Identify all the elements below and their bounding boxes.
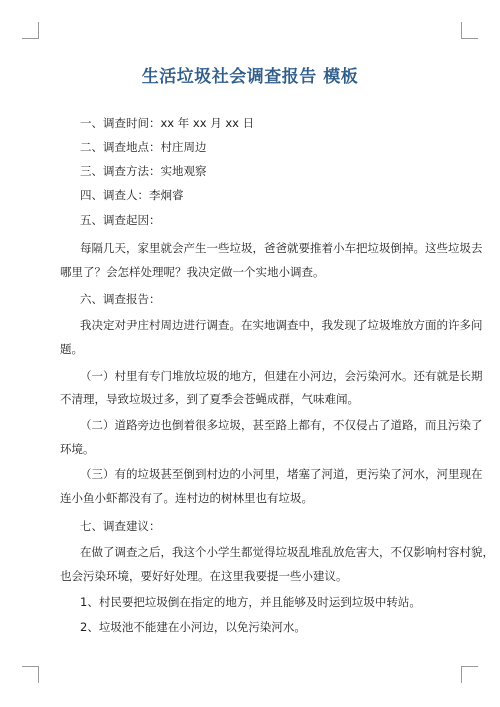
crop-mark-bottom-left	[22, 666, 39, 683]
crop-mark-top-left	[22, 22, 39, 39]
paragraph-line: 题。	[60, 342, 83, 356]
suggestion-item: 1、村民要把垃圾倒在指定的地方，并且能够及时运到垃圾中转站。	[80, 595, 421, 609]
paragraph-line: 在做了调查之后，我这个小学生都觉得垃圾乱堆乱放危害大，不仅影响村容村貌，	[80, 545, 494, 559]
paragraph-line: 哪里了？会怎样处理呢？我决定做一个实地小调查。	[60, 265, 325, 279]
surveyor: 四、调查人：李炯睿	[80, 188, 184, 202]
crop-mark-top-right	[461, 22, 478, 39]
survey-method: 三、调查方法：实地观察	[80, 164, 207, 178]
crop-mark-bottom-right	[461, 666, 478, 683]
suggestion-item: 2、垃圾池不能建在小河边，以免污染河水。	[80, 620, 306, 634]
survey-time: 一、调查时间：xx 年 xx 月 xx 日	[80, 116, 255, 130]
section-heading-cause: 五、调查起因：	[80, 213, 161, 227]
document-title: 生活垃圾社会调查报告 模板	[141, 67, 359, 87]
paragraph-line: （一）村里有专门堆放垃圾的地方，但建在小河边，会污染河水。还有就是长期	[80, 369, 483, 383]
paragraph-line: （三）有的垃圾甚至倒到村边的小河里，堵塞了河道，更污染了河水，河里现在	[80, 467, 483, 481]
paragraph-line: 也会污染环境，要好好处理。在这里我要提一些小建议。	[60, 569, 348, 583]
section-heading-report: 六、调查报告：	[80, 292, 161, 306]
paragraph-line: 我决定对尹庄村周边进行调查。在实地调查中，我发现了垃圾堆放方面的许多问	[80, 318, 483, 332]
paragraph-line: 不清理，导致垃圾过多，到了夏季会苍蝇成群，气味难闻。	[60, 392, 359, 406]
survey-location: 二、调查地点：村庄周边	[80, 140, 207, 154]
paragraph-line: 环境。	[60, 442, 95, 456]
paragraph-line: 每隔几天，家里就会产生一些垃圾，爸爸就要推着小车把垃圾倒掉。这些垃圾去	[80, 241, 483, 255]
paragraph-line: 连小鱼小虾都没有了。连村边的树林里也有垃圾。	[60, 491, 313, 505]
paragraph-line: （二）道路旁边也倒着很多垃圾，甚至路上都有，不仅侵占了道路，而且污染了	[80, 418, 483, 432]
section-heading-suggestions: 七、调查建议：	[80, 519, 161, 533]
